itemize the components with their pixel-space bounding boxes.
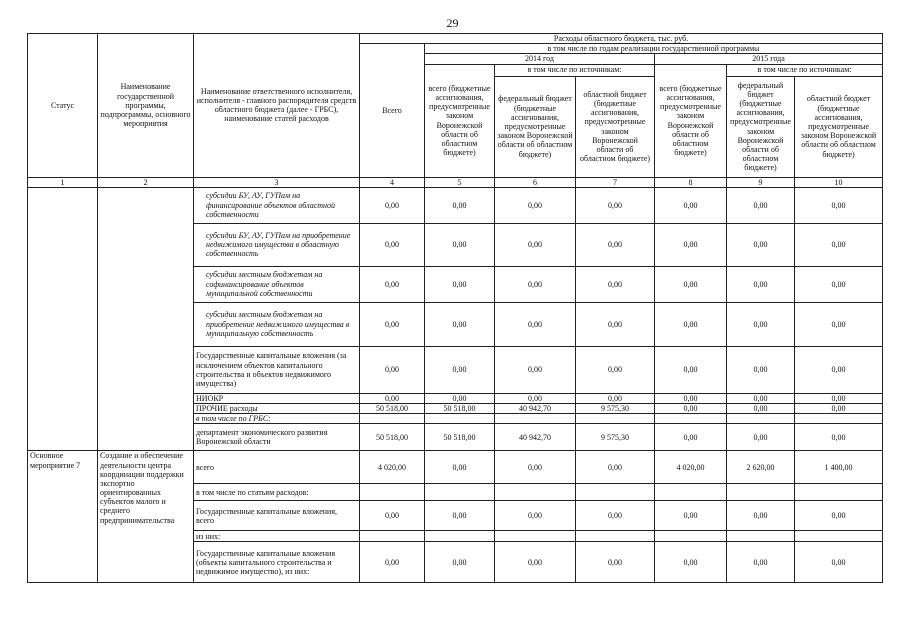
- table-row: [28, 187, 883, 223]
- cell-value: 0,00: [727, 542, 795, 583]
- cell-value: 9 575,30: [576, 424, 655, 451]
- cell-value: 0,00: [495, 542, 576, 583]
- column-number: 2: [98, 177, 194, 187]
- cell-value: 0,00: [655, 501, 727, 531]
- cell-value: 0,00: [727, 393, 795, 403]
- cell-value: 0,00: [655, 542, 727, 583]
- header-col5: всего (бюджетные ассигнования, предусмотренные законом Воронежской области об областном бюджете): [425, 64, 495, 177]
- header-year-2015: 2015 года: [655, 54, 883, 64]
- cell-value: 0,00: [425, 302, 495, 346]
- cell-value: 0,00: [727, 346, 795, 393]
- cell-value: 0,00: [495, 266, 576, 302]
- cell-value: 4 020,00: [360, 451, 425, 484]
- row-name: Государственные капитальные вложения, всего: [194, 501, 360, 531]
- row-name: всего: [194, 451, 360, 484]
- cell-value: [495, 531, 576, 542]
- cell-value: 50 518,00: [360, 403, 425, 413]
- cell-value: 0,00: [727, 266, 795, 302]
- header-col10: областной бюджет (бюджетные ассигнования, предусмотренные законом Воронежской области об областном бюджете): [795, 76, 883, 177]
- cell-value: 0,00: [727, 223, 795, 266]
- column-number: 4: [360, 177, 425, 187]
- status-cell: Основное мероприятие 7: [28, 451, 98, 583]
- header-by-years: в том числе по годам реализации государственной программы: [425, 44, 883, 54]
- cell-value: 0,00: [360, 266, 425, 302]
- cell-value: 0,00: [495, 346, 576, 393]
- cell-value: 0,00: [576, 223, 655, 266]
- cell-value: [360, 414, 425, 424]
- header-year-2014: 2014 год: [425, 54, 655, 64]
- cell-value: 0,00: [795, 424, 883, 451]
- cell-value: 0,00: [795, 542, 883, 583]
- cell-value: 0,00: [425, 346, 495, 393]
- status-cell-empty: [28, 187, 98, 451]
- cell-value: 0,00: [655, 302, 727, 346]
- header-total: Всего: [360, 44, 425, 177]
- program-cell-empty: [98, 187, 194, 451]
- header-col9: федеральный бюджет (бюджетные ассигнования, предусмотренные законом Воронежской области об областном бюджете): [727, 76, 795, 177]
- cell-value: 0,00: [795, 266, 883, 302]
- column-number: 9: [727, 177, 795, 187]
- cell-value: 0,00: [495, 223, 576, 266]
- cell-value: [360, 531, 425, 542]
- header-by-sources-2014: в том числе по источникам:: [495, 64, 655, 76]
- cell-value: [425, 484, 495, 501]
- cell-value: 0,00: [727, 302, 795, 346]
- cell-value: [425, 531, 495, 542]
- column-number: 3: [194, 177, 360, 187]
- cell-value: 0,00: [655, 403, 727, 413]
- cell-value: 0,00: [495, 302, 576, 346]
- cell-value: 0,00: [655, 424, 727, 451]
- cell-value: 0,00: [795, 302, 883, 346]
- row-name: в том числе по ГРБС:: [194, 414, 360, 424]
- cell-value: 0,00: [655, 346, 727, 393]
- cell-value: [576, 531, 655, 542]
- cell-value: 0,00: [425, 187, 495, 223]
- column-number: 10: [795, 177, 883, 187]
- header-program-name: Наименование государственной программы, подпрограммы, основного мероприятия: [98, 34, 194, 178]
- column-number: 6: [495, 177, 576, 187]
- column-number: 5: [425, 177, 495, 187]
- cell-value: 0,00: [495, 451, 576, 484]
- cell-value: 0,00: [360, 393, 425, 403]
- cell-value: 0,00: [795, 223, 883, 266]
- cell-value: 0,00: [425, 542, 495, 583]
- cell-value: 0,00: [727, 501, 795, 531]
- row-name: Государственные капитальные вложения (за исключением объектов капитального строительства и объектов недвижимого имущества): [194, 346, 360, 393]
- cell-value: 40 942,70: [495, 424, 576, 451]
- cell-value: 0,00: [576, 542, 655, 583]
- cell-value: 0,00: [425, 451, 495, 484]
- cell-value: 0,00: [425, 266, 495, 302]
- table-row: [28, 451, 883, 484]
- cell-value: 0,00: [360, 223, 425, 266]
- cell-value: [425, 414, 495, 424]
- cell-value: 0,00: [576, 393, 655, 403]
- row-name: субсидии местным бюджетам на приобретение недвижимого имущества в муниципальную собственность: [194, 302, 360, 346]
- cell-value: 0,00: [425, 223, 495, 266]
- cell-value: [576, 484, 655, 501]
- cell-value: 0,00: [360, 302, 425, 346]
- column-numbers-row: [28, 177, 883, 187]
- cell-value: 1 400,00: [795, 451, 883, 484]
- cell-value: 0,00: [795, 403, 883, 413]
- row-name: НИОКР: [194, 393, 360, 403]
- row-name: Государственные капитальные вложения (объекты капитального строительства и недвижимое имущество), из них:: [194, 542, 360, 583]
- column-number: 8: [655, 177, 727, 187]
- row-name: ПРОЧИЕ расходы: [194, 403, 360, 413]
- cell-value: 0,00: [360, 187, 425, 223]
- cell-value: [795, 484, 883, 501]
- header-col6: федеральный бюджет (бюджетные ассигнования, предусмотренные законом Воронежской области об областном бюджете): [495, 76, 576, 177]
- cell-value: 0,00: [795, 393, 883, 403]
- cell-value: [727, 414, 795, 424]
- cell-value: 0,00: [495, 187, 576, 223]
- cell-value: [727, 531, 795, 542]
- cell-value: [727, 484, 795, 501]
- cell-value: 0,00: [425, 501, 495, 531]
- cell-value: 0,00: [576, 302, 655, 346]
- cell-value: 0,00: [655, 223, 727, 266]
- row-name: в том числе по статьям расходов:: [194, 484, 360, 501]
- column-number: 7: [576, 177, 655, 187]
- cell-value: [795, 531, 883, 542]
- cell-value: [655, 414, 727, 424]
- cell-value: 4 020,00: [655, 451, 727, 484]
- budget-table: [27, 33, 883, 583]
- cell-value: [795, 414, 883, 424]
- cell-value: 0,00: [576, 187, 655, 223]
- row-name: субсидии БУ, АУ, ГУПам на приобретение недвижимого имущества в областную собственность: [194, 223, 360, 266]
- header-expenses-title: Расходы областного бюджета, тыс. руб.: [360, 34, 883, 44]
- cell-value: 0,00: [425, 393, 495, 403]
- cell-value: 0,00: [576, 501, 655, 531]
- row-name: субсидии местным бюджетам на софинансирование объектов муниципальной собственности: [194, 266, 360, 302]
- row-name: из них:: [194, 531, 360, 542]
- header-executor: Наименование ответственного исполнителя, исполнителя - главного распорядителя средств областного бюджета (далее - ГРБС), наименование статей расходов: [194, 34, 360, 178]
- cell-value: [576, 414, 655, 424]
- cell-value: 0,00: [727, 403, 795, 413]
- cell-value: [495, 414, 576, 424]
- cell-value: 0,00: [727, 187, 795, 223]
- cell-value: 0,00: [655, 266, 727, 302]
- cell-value: 50 518,00: [360, 424, 425, 451]
- cell-value: 0,00: [576, 346, 655, 393]
- cell-value: 0,00: [795, 187, 883, 223]
- cell-value: 50 518,00: [425, 403, 495, 413]
- cell-value: 0,00: [576, 451, 655, 484]
- cell-value: [495, 484, 576, 501]
- cell-value: 0,00: [495, 501, 576, 531]
- program-name-cell: Создание и обеспечение деятельности центра координации поддержки экспортно ориентированных субъектов малого и среднего предпринимательства: [98, 451, 194, 583]
- cell-value: 0,00: [360, 542, 425, 583]
- cell-value: 0,00: [795, 346, 883, 393]
- cell-value: 40 942,70: [495, 403, 576, 413]
- cell-value: 0,00: [655, 393, 727, 403]
- cell-value: [655, 531, 727, 542]
- header-by-sources-2015: в том числе по источникам:: [727, 64, 883, 76]
- row-name: департамент экономического развития Воронежской области: [194, 424, 360, 451]
- cell-value: 0,00: [495, 393, 576, 403]
- cell-value: 0,00: [727, 424, 795, 451]
- cell-value: 0,00: [360, 346, 425, 393]
- cell-value: 0,00: [360, 501, 425, 531]
- header-col7: областной бюджет (бюджетные ассигнования, предусмотренные законом Воронежской области об областном бюджете): [576, 76, 655, 177]
- cell-value: 0,00: [576, 266, 655, 302]
- cell-value: 2 620,00: [727, 451, 795, 484]
- row-name: субсидии БУ, АУ, ГУПам на финансирование объектов областной собственности: [194, 187, 360, 223]
- column-number: 1: [28, 177, 98, 187]
- cell-value: 9 575,30: [576, 403, 655, 413]
- page-number: 29: [446, 16, 459, 30]
- header-col8: всего (бюджетные ассигнования, предусмотренные законом Воронежской области об областном бюджете): [655, 64, 727, 177]
- cell-value: 50 518,00: [425, 424, 495, 451]
- cell-value: 0,00: [655, 187, 727, 223]
- header-status: Статус: [28, 34, 98, 178]
- cell-value: 0,00: [795, 501, 883, 531]
- cell-value: [655, 484, 727, 501]
- cell-value: [360, 484, 425, 501]
